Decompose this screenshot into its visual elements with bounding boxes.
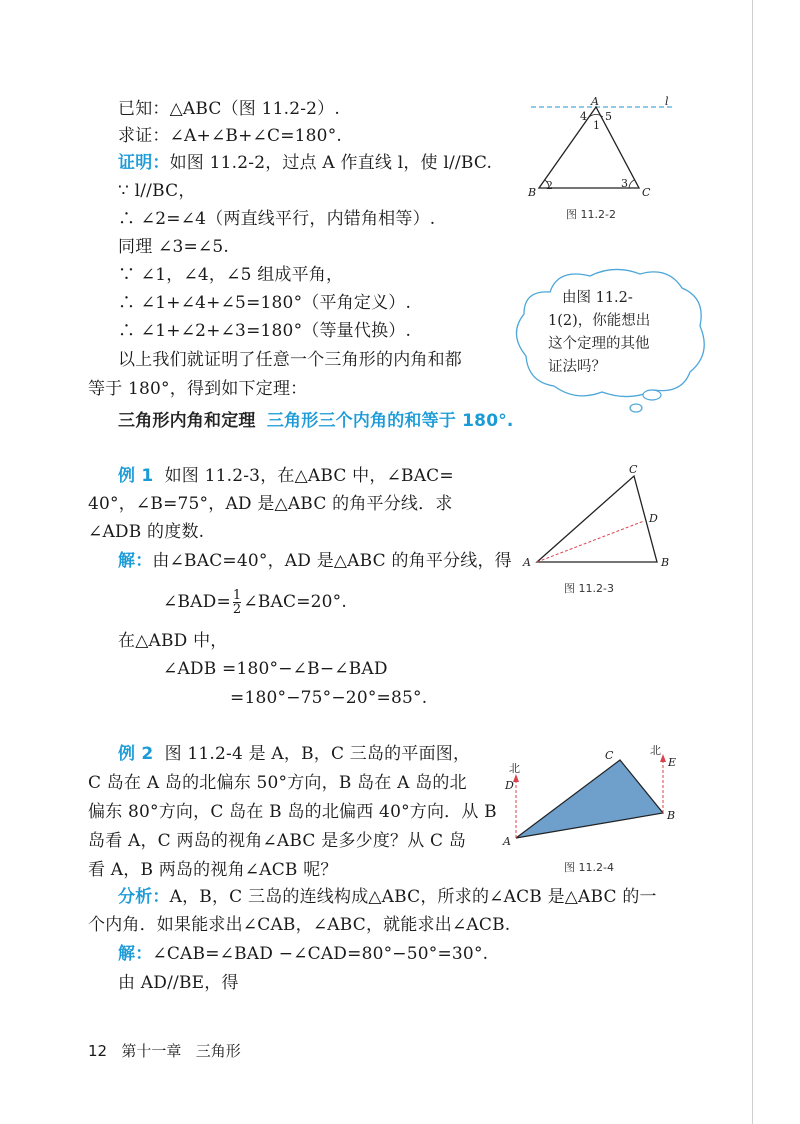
angle-1-label: 1 xyxy=(593,119,600,132)
example-1-calc-1: ∠ADB =180°−∠B−∠BAD xyxy=(163,659,388,679)
proof-line xyxy=(118,152,492,174)
proof-step-5: ∴ ∠1+∠4+∠5=180°（平角定义）. xyxy=(118,293,412,313)
proof-text: 如图 11.2-2，过点 A 作直线 l，使 l//BC. xyxy=(169,153,493,173)
example-2-line-1: 例 2 图 11.2-4 是 A，B，C 三岛的平面图， xyxy=(118,744,471,764)
page-footer xyxy=(88,1040,241,1061)
example-1-line-1: 例 1 如图 11.2-3，在△ABC 中，∠BAC= xyxy=(118,466,454,486)
proof-step-2: ∴ ∠2=∠4（两直线平行，内错角相等）. xyxy=(118,209,436,229)
vertex-b-label: B xyxy=(661,556,670,569)
vertex-c-label: C xyxy=(605,749,614,762)
theorem-statement xyxy=(118,410,514,432)
theorem-name: 三角形内角和定理 xyxy=(118,411,256,431)
triangle-abc-shaded xyxy=(516,760,663,838)
example-1-line-2: 40°，∠B=75°，AD 是△ABC 的角平分线．求 xyxy=(88,494,453,514)
vertex-b-label: B xyxy=(528,186,537,199)
proof-step-3: 同理 ∠3=∠5. xyxy=(118,237,229,257)
vertex-a-label: A xyxy=(591,95,599,108)
chapter-topic: 三角形 xyxy=(195,1042,241,1060)
triangle-abc xyxy=(537,476,657,562)
vertex-c-label: C xyxy=(629,463,638,476)
figure-11-2-4 xyxy=(500,738,690,853)
example-2-line-2: C 岛在 A 岛的北偏东 50°方向，B 岛在 A 岛的北 xyxy=(88,773,467,793)
point-e-label: E xyxy=(668,756,677,769)
example-1-label: 例 1 xyxy=(118,466,154,486)
north-label-a: 北 xyxy=(509,762,520,775)
analysis-label: 分析： xyxy=(118,887,170,907)
proof-step-4: ∵ ∠1，∠4，∠5 组成平角， xyxy=(118,265,344,285)
bubble-line-4: 证法吗？ xyxy=(548,359,606,375)
figure-11-2-4-caption: 图 11.2-4 xyxy=(564,861,614,874)
example-2-line-3: 偏东 80°方向，C 岛在 B 岛的北偏西 40°方向．从 B xyxy=(88,802,497,822)
figure-11-2-2-caption: 图 11.2-2 xyxy=(566,208,616,221)
proof-step-1: ∵ l//BC， xyxy=(118,181,196,201)
example-1-in-triangle: 在△ABD 中， xyxy=(118,631,228,651)
example-2-solution-1: 解：∠CAB=∠BAD −∠CAD=80°−50°=30°. xyxy=(118,944,489,964)
point-d-label: D xyxy=(649,512,658,525)
angle-5-label: 5 xyxy=(605,110,612,123)
example-2-solution-label: 解： xyxy=(118,944,153,964)
angle-4-label: 4 xyxy=(580,110,587,123)
figure-11-2-2 xyxy=(525,95,685,199)
chapter-label: 第十一章 xyxy=(121,1042,182,1060)
line-l-label: l xyxy=(665,95,669,108)
proof-label: 证明： xyxy=(118,153,170,173)
bubble-dot-1 xyxy=(643,390,661,400)
example-1-calc-2: =180°−75°−20°=85°. xyxy=(230,688,428,708)
example-2-analysis-1: 分析：A，B，C 三岛的连线构成△ABC，所求的∠ACB 是△ABC 的一 xyxy=(118,887,657,907)
example-1-equation: ∠BAD= $\frac{1}{2}$ ∠BAC=20°. xyxy=(163,588,347,617)
angle-2-label: 2 xyxy=(546,179,553,192)
north-label-b: 北 xyxy=(650,744,661,757)
bisector-ad xyxy=(537,521,644,562)
conclusion-line-1: 以上我们就证明了任意一个三角形的内角和都 xyxy=(118,350,462,370)
example-2-analysis-2: 个内角．如果能求出∠CAB，∠ABC，就能求出∠ACB. xyxy=(88,915,511,935)
bubble-line-1: 由图 11.2- xyxy=(562,290,633,306)
vertex-c-label: C xyxy=(642,186,651,199)
example-1-solution: 解：由∠BAC=40°，AD 是△ABC 的角平分线，得 xyxy=(118,551,512,571)
example-1-solution-label: 解： xyxy=(118,551,153,571)
fraction-one-half: $\frac{1}{2}$ xyxy=(232,588,242,617)
point-d-label: D xyxy=(505,779,514,792)
example-2-label: 例 2 xyxy=(118,744,154,764)
vertex-a-label: A xyxy=(523,556,531,569)
example-2-solution-2: 由 AD//BE，得 xyxy=(118,973,239,993)
theorem-body: 三角形三个内角的和等于 180°. xyxy=(266,411,514,431)
vertex-b-label: B xyxy=(667,809,676,822)
triangle-abc xyxy=(539,107,639,188)
bubble-line-3: 这个定理的其他 xyxy=(548,336,650,352)
page-edge xyxy=(752,0,753,1124)
vertex-a-label: A xyxy=(503,835,511,848)
figure-11-2-3 xyxy=(515,462,675,572)
angle-3-label: 3 xyxy=(621,177,628,190)
north-arrow-a xyxy=(513,774,519,782)
proof-step-6: ∴ ∠1+∠2+∠3=180°（等量代换）. xyxy=(118,321,412,341)
given-line: 已知：△ABC（图 11.2-2）. xyxy=(118,99,340,119)
figure-11-2-3-caption: 图 11.2-3 xyxy=(564,582,614,595)
bubble-dot-2 xyxy=(630,404,642,412)
conclusion-line-2: 等于 180°，得到如下定理： xyxy=(88,379,308,399)
angle-3-arc xyxy=(629,180,634,188)
page-number: 12 xyxy=(88,1042,108,1060)
example-2-line-5: 看 A，B 两岛的视角∠ACB 呢？ xyxy=(88,860,338,880)
bubble-line-2: 1(2)，你能想出 xyxy=(548,313,651,329)
example-2-line-4: 岛看 A，C 两岛的视角∠ABC 是多少度？从 C 岛 xyxy=(88,831,467,851)
example-1-line-3: ∠ADB 的度数. xyxy=(88,522,205,542)
prove-line: 求证：∠A+∠B+∠C=180°. xyxy=(118,126,342,146)
